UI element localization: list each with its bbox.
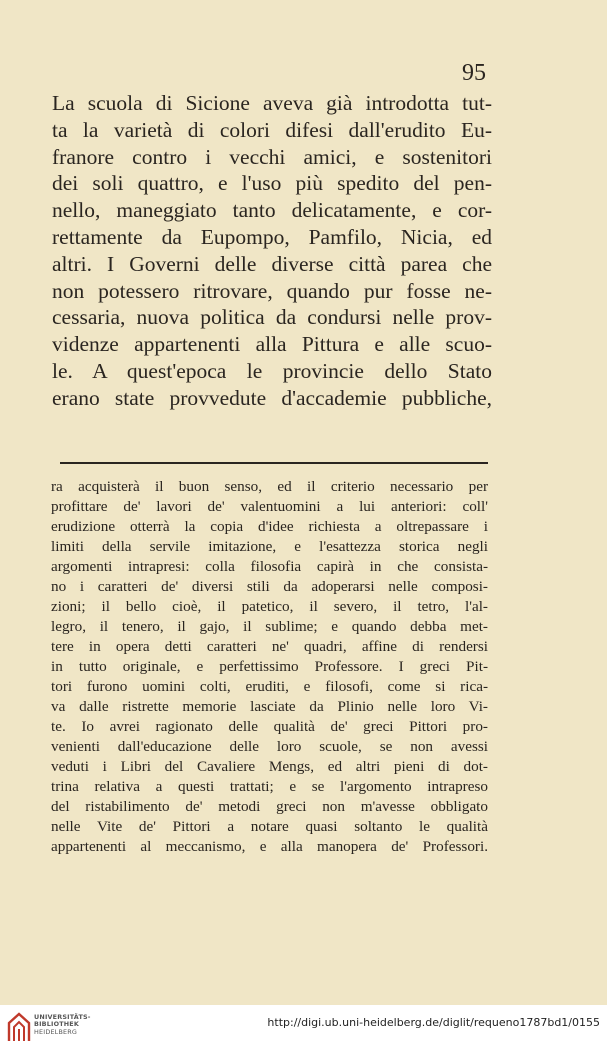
library-name (34, 1014, 91, 1036)
footnote-line: tere in opera detti caratteri ne' quadri, affine di rendersi (51, 638, 488, 655)
main-text-line: nello, maneggiato tanto delicatamente, e cor- (52, 198, 492, 223)
footnote-line: venienti dall'educazione delle loro scuole, se non avessi (51, 738, 488, 755)
footnote-line: trina relativa a questi trattati; e se l'argomento intrapreso (51, 778, 488, 795)
main-text-line: altri. I Governi delle diverse città parea che (52, 251, 492, 276)
main-text-line: cessaria, nuova politica da condursi nelle prov- (52, 305, 492, 330)
footnote-line: appartenenti al meccanismo, e alla manopera de' Professori. (51, 838, 488, 855)
main-text-line: le. A quest'epoca le provincie dello Stato (52, 358, 492, 383)
footnote-line: limiti della servile imitazione, e l'esattezza storica negli (51, 538, 488, 555)
footnote-divider (60, 462, 488, 464)
footnote-line: veduti i Libri del Cavaliere Mengs, ed altri pieni di dot- (51, 758, 488, 775)
heidelberg-library-logo-icon[interactable] (6, 1011, 32, 1043)
footnote-line: legro, il tenero, il gajo, il sublime; e quando debba met- (51, 618, 488, 635)
footnote-line: in tutto originale, e perfettissimo Professore. I greci Pit- (51, 658, 488, 675)
main-text-line: franore contro i vecchi amici, e sostenitori (52, 144, 492, 169)
source-url-link[interactable]: http://digi.ub.uni-heidelberg.de/diglit/requeno1787bd1/0155 (267, 1016, 600, 1029)
main-text-line: videnze appartenenti alla Pittura e alle scuo- (52, 332, 492, 357)
footnote-line: argomenti intrapresi: colla filosofia capirà in che consista- (51, 558, 488, 575)
main-text-line: erano state provvedute d'accademie pubbliche, (52, 385, 492, 410)
page-number: 95 (462, 60, 486, 86)
footnote-line: va dalle ristrette memorie lasciate da Plinio nelle loro Vi- (51, 698, 488, 715)
footnote-line: del ristabilimento de' metodi greci non m'avesse obbligato (51, 798, 488, 815)
footnote-line: no i caratteri de' diversi stili da adoperarsi nelle composi- (51, 578, 488, 595)
main-text-line: ta la varietà di colori difesi dall'erudito Eu- (52, 117, 492, 142)
main-text-block (52, 90, 492, 412)
footnote-line: profittare de' lavori de' valentuomini a lui anteriori: coll' (51, 498, 488, 515)
library-name-line2: BIBLIOTHEK (34, 1020, 80, 1029)
footnote-block (51, 477, 488, 857)
library-name-line3: HEIDELBERG (34, 1027, 78, 1036)
library-name-line1: UNIVERSITÄTS- (34, 1013, 91, 1021)
footnote-line: zioni; il bello cioè, il patetico, il severo, il tetro, l'al- (51, 598, 488, 615)
main-text-line: non potessero ritrovare, quando pur fosse ne- (52, 278, 492, 303)
footnote-line: nelle Vite de' Pittori a notare quasi soltanto le qualità (51, 818, 488, 835)
main-text-line: dei soli quattro, e l'uso più spedito del pen- (52, 171, 492, 196)
main-text-line: rettamente da Eupompo, Pamfilo, Nicia, ed (52, 224, 492, 249)
footnote-line: te. Io avrei ragionato delle qualità de' greci Pittori pro- (51, 718, 488, 735)
main-text-line: La scuola di Sicione aveva già introdotta tut- (52, 91, 492, 115)
footnote-line: erudizione otterrà la copia d'idee richiesta a oltrepassare i (51, 518, 488, 535)
footnote-line: ra acquisterà il buon senso, ed il criterio necessario per (51, 478, 488, 495)
footnote-line: tori furono uomini colti, eruditi, e filosofi, come si rica- (51, 678, 488, 695)
